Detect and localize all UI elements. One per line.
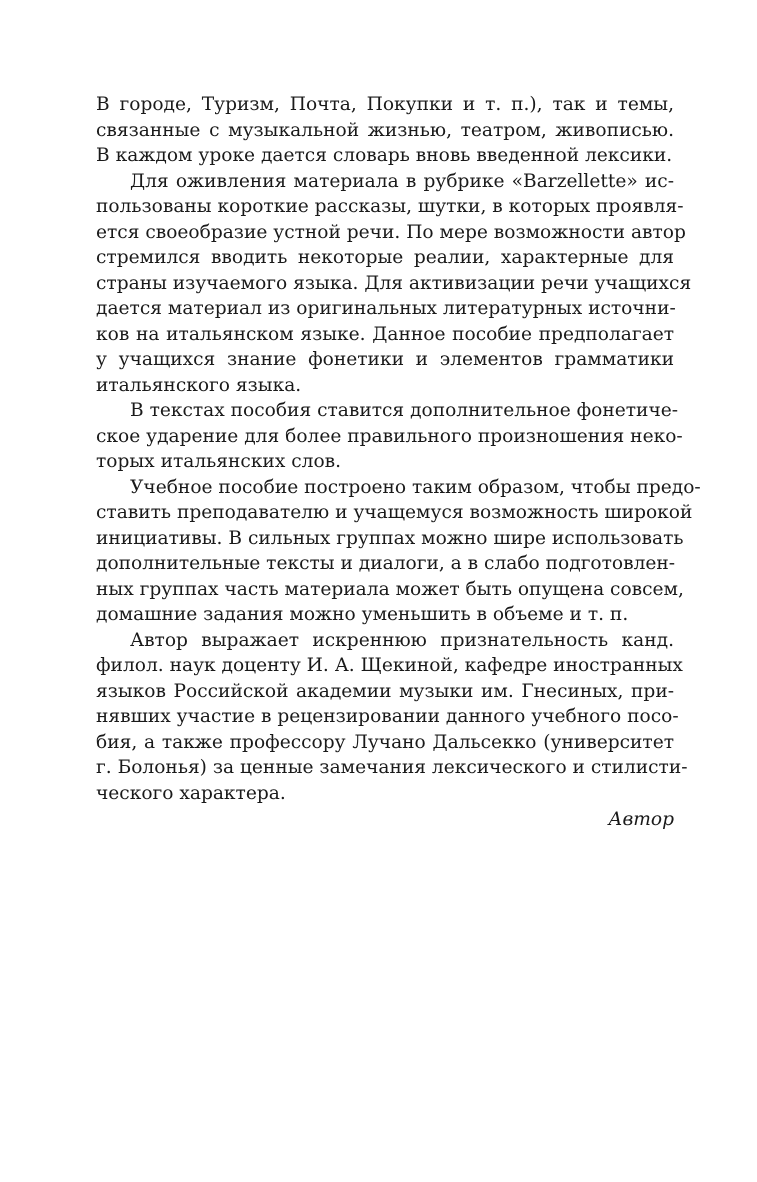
document-page bbox=[96, 92, 701, 833]
text-line: дается материал из оригинальных литературных источни- bbox=[96, 298, 676, 319]
text-line: Автор выражает искреннюю признательность канд. bbox=[130, 629, 674, 651]
text-line: ков на итальянском языке. Данное пособие предполагает bbox=[96, 323, 674, 345]
text-line: у учащихся знание фонетики и элементов грамматики bbox=[96, 349, 674, 370]
text-line: ется своеобразие устной речи. По мере возможности автор bbox=[96, 221, 686, 243]
text-line: В городе, Туризм, Почта, Покупки и т. п.), так и темы, bbox=[96, 94, 674, 115]
text-line: В текстах пособия ставится дополнительное фонетиче- bbox=[130, 400, 679, 421]
text-line: пользованы короткие рассказы, шутки, в которых проявля- bbox=[96, 196, 684, 217]
text-line: Для оживления материала в рубрике «Barzellette» ис- bbox=[130, 170, 674, 192]
body-text bbox=[96, 92, 701, 806]
text-line: ных группах часть материала может быть опущена совсем, bbox=[96, 578, 684, 600]
text-line: бия, а также профессору Лучано Дальсекко (университет bbox=[96, 731, 674, 753]
text-line: стремился вводить некоторые реалии, характерные для bbox=[96, 247, 674, 268]
text-line: филол. наук доценту И. А. Щекиной, кафедре иностранных bbox=[96, 655, 683, 676]
text-line: В каждом уроке дается словарь вновь введенной лексики. bbox=[96, 145, 673, 166]
paragraph bbox=[96, 475, 701, 628]
text-line: ческого характера. bbox=[96, 782, 286, 804]
paragraph bbox=[96, 398, 683, 475]
text-line: языков Российской академии музыки им. Гнесиных, при- bbox=[96, 680, 674, 702]
text-line: связанные с музыкальной жизнью, театром, живописью. bbox=[96, 119, 674, 141]
text-line: итальянского языка. bbox=[96, 374, 302, 396]
text-line: дополнительные тексты и диалоги, а в слабо подготовлен- bbox=[96, 553, 676, 574]
author-signature: Автор bbox=[608, 809, 674, 830]
text-line: инициативы. В сильных группах можно шире использовать bbox=[96, 527, 684, 549]
text-line: нявших участие в рецензировании данного учебного посо- bbox=[96, 706, 679, 727]
text-line: ское ударение для более правильного произношения неко- bbox=[96, 425, 683, 447]
text-line: домашние задания можно уменьшить в объеме и т. п. bbox=[96, 604, 629, 625]
paragraph bbox=[96, 92, 674, 169]
text-line: г. Болонья) за ценные замечания лексического и стилисти- bbox=[96, 757, 688, 778]
text-line: торых итальянских слов. bbox=[96, 451, 342, 472]
text-line: страны изучаемого языка. Для активизации речи учащихся bbox=[96, 272, 692, 294]
text-line: ставить преподавателю и учащемуся возможность широкой bbox=[96, 502, 693, 523]
paragraph bbox=[96, 169, 692, 399]
text-line: Учебное пособие построено таким образом, чтобы предо- bbox=[130, 476, 701, 498]
paragraph bbox=[96, 628, 688, 807]
